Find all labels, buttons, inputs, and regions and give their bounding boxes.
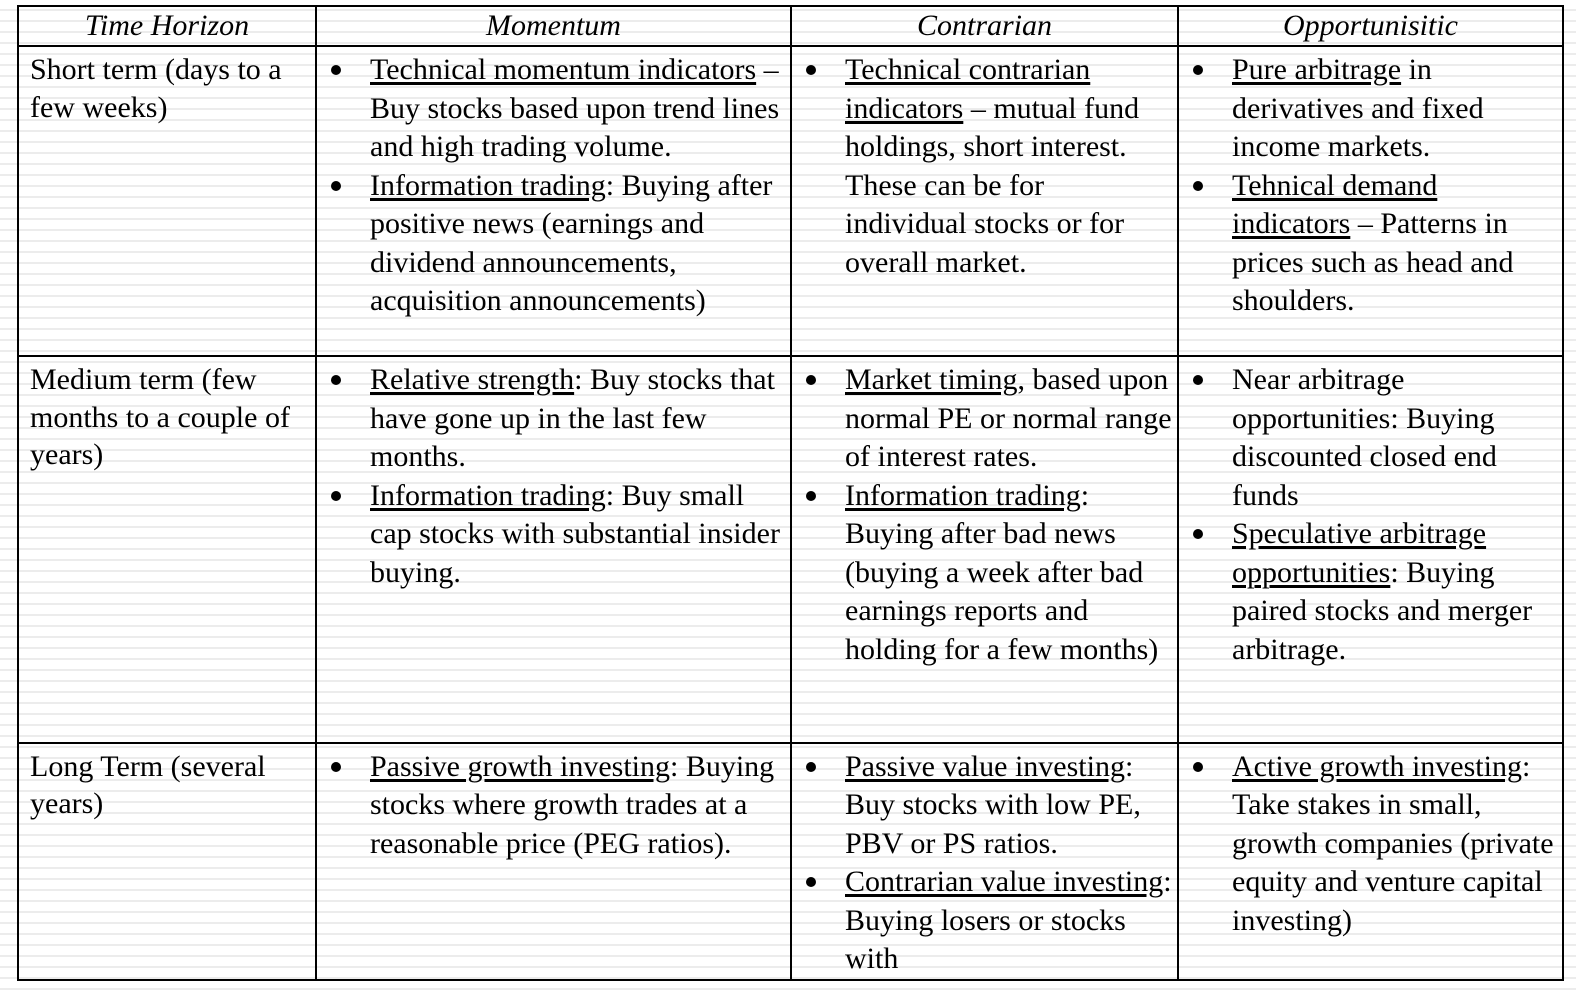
bullet-list <box>317 47 790 321</box>
strategy-table <box>17 5 1564 981</box>
bullet-icon <box>331 491 341 501</box>
list-item <box>792 477 1173 670</box>
item-text: – Patterns in prices such as head and shoulders. <box>1232 207 1514 318</box>
item-text: – mutual fund holdings, short interest. These can be for individual stocks or for overall market. <box>845 91 1140 279</box>
horizon-cell: Medium term (few months to a couple of years) <box>18 356 316 742</box>
bullet-list <box>1179 744 1562 941</box>
item-text: : Buying losers or stocks with <box>845 865 1172 976</box>
item-term: Information trading <box>370 168 606 202</box>
item-term: Information trading <box>370 478 606 512</box>
bullet-list <box>317 357 790 592</box>
bullet-icon <box>806 375 816 385</box>
item-term: Market timing <box>845 363 1018 397</box>
bullet-icon <box>331 181 341 191</box>
contrarian-cell <box>791 46 1178 356</box>
item-term: Technical contrarian indicators <box>845 53 1091 125</box>
item-text: : Buying stocks where growth trades at a reasonable price (PEG ratios). <box>370 749 775 860</box>
bullet-icon <box>806 877 816 887</box>
momentum-cell <box>316 46 791 356</box>
horizon-cell: Short term (days to a few weeks) <box>18 46 316 356</box>
bullet-icon <box>806 491 816 501</box>
list-item <box>317 361 786 477</box>
item-text: , based upon normal PE or normal range of interest rates. <box>845 363 1172 474</box>
item-term: Passive growth investing <box>370 749 670 783</box>
list-item <box>1179 748 1558 941</box>
list-item <box>1179 51 1558 167</box>
header-row <box>18 6 1563 46</box>
contrarian-cell <box>791 743 1178 980</box>
header-momentum: Momentum <box>316 6 791 46</box>
bullet-icon <box>1193 65 1203 75</box>
item-term: Active growth investing <box>1232 749 1522 783</box>
bullet-list <box>1179 357 1562 669</box>
item-term: Contrarian value investing <box>845 865 1164 899</box>
contrarian-cell <box>791 356 1178 742</box>
list-item <box>317 51 786 167</box>
opportunistic-cell <box>1178 356 1563 742</box>
list-item <box>1179 167 1558 321</box>
bullet-icon <box>331 65 341 75</box>
list-item <box>792 748 1173 864</box>
item-text: Near arbitrage opportunities: Buying discounted closed end funds <box>1232 363 1497 512</box>
bullet-icon <box>331 375 341 385</box>
header-opportunistic: Opportunisitic <box>1178 6 1563 46</box>
header-contrarian: Contrarian <box>791 6 1178 46</box>
item-term: Technical momentum indicators <box>370 53 757 87</box>
bullet-list <box>792 744 1177 979</box>
item-term: Information trading <box>845 478 1081 512</box>
table-row <box>18 743 1563 980</box>
list-item <box>317 748 786 864</box>
item-text: : Buying after bad news (buying a week after bad earnings reports and holding for a few months) <box>845 478 1159 666</box>
table-row <box>18 46 1563 356</box>
list-item <box>317 477 786 593</box>
bullet-list <box>792 357 1177 669</box>
bullet-icon <box>1193 375 1203 385</box>
list-item <box>1179 515 1558 669</box>
list-item <box>792 863 1173 979</box>
list-item <box>1179 361 1558 515</box>
list-item <box>792 361 1173 477</box>
opportunistic-cell <box>1178 743 1563 980</box>
item-text: – Buy stocks based upon trend lines and high trading volume. <box>370 53 780 164</box>
item-term: Passive value investing <box>845 749 1125 783</box>
bullet-icon <box>1193 181 1203 191</box>
item-text: : Buy stocks that have gone up in the last few months. <box>370 363 775 474</box>
momentum-cell <box>316 356 791 742</box>
item-text: : Buying after positive news (earnings and dividend announcements, acquisition announcements) <box>370 168 773 318</box>
opportunistic-cell <box>1178 46 1563 356</box>
item-text: : Take stakes in small, growth companies (private equity and venture capital investing) <box>1232 749 1554 937</box>
horizon-cell: Long Term (several years) <box>18 743 316 980</box>
bullet-list <box>792 47 1177 282</box>
bullet-list <box>317 744 790 864</box>
list-item <box>317 167 786 321</box>
item-term: Relative strength <box>370 363 575 397</box>
bullet-icon <box>806 762 816 772</box>
list-item <box>792 51 1173 282</box>
item-term: Tehnical demand indicators <box>1232 168 1438 241</box>
item-term: Speculative arbitrage opportunities <box>1232 517 1487 589</box>
table-row <box>18 356 1563 742</box>
item-text: : Buy stocks with low PE, PBV or PS ratios. <box>845 749 1141 860</box>
header-time-horizon: Time Horizon <box>18 6 316 46</box>
bullet-icon <box>806 65 816 75</box>
bullet-icon <box>1193 762 1203 772</box>
item-text: in derivatives and fixed income markets. <box>1232 53 1484 164</box>
bullet-icon <box>331 762 341 772</box>
momentum-cell <box>316 743 791 980</box>
item-text: : Buying paired stocks and merger arbitrage. <box>1232 555 1533 666</box>
item-text: : Buy small cap stocks with substantial insider buying. <box>370 478 780 589</box>
bullet-icon <box>1193 529 1203 539</box>
bullet-list <box>1179 47 1562 321</box>
item-term: Pure arbitrage <box>1232 53 1402 87</box>
